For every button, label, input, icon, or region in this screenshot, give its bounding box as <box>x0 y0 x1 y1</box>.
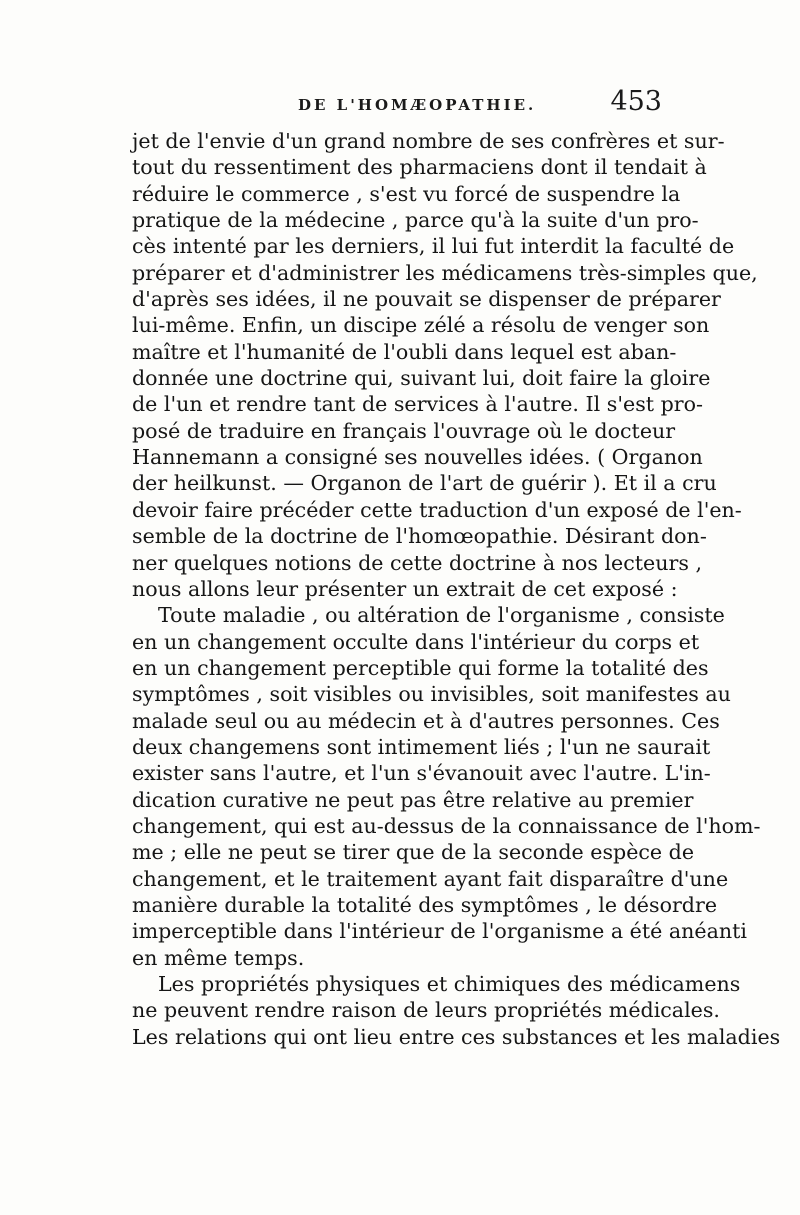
text-line: devoir faire précéder cette traduction d'un exposé de l'en- <box>132 497 742 522</box>
text-line: ner quelques notions de cette doctrine à nos lecteurs , <box>132 550 702 575</box>
text-line: cès intenté par les derniers, il lui fut interdit la faculté de <box>132 234 735 259</box>
text-line: posé de traduire en français l'ouvrage où le docteur <box>132 418 676 443</box>
body-text <box>132 128 781 1050</box>
text-line: changement, et le traitement ayant fait disparaître d'une <box>132 866 729 891</box>
text-line: préparer et d'administrer les médicamens très-simples que, <box>132 260 758 285</box>
text-line: nous allons leur présenter un extrait de cet exposé : <box>132 576 678 601</box>
text-line: der heilkunst. — Organon de l'art de guérir ). Et il a cru <box>132 471 717 496</box>
text-line: jet de l'envie d'un grand nombre de ses confrères et sur- <box>132 129 725 153</box>
running-head: DE L'HOMÆOPATHIE. <box>298 96 537 114</box>
text-line: ne peuvent rendre raison de leurs propriétés médicales. <box>132 998 720 1023</box>
page-number: 453 <box>610 86 662 117</box>
text-line: malade seul ou au médecin et à d'autres personnes. Ces <box>132 708 720 733</box>
text-line: d'après ses idées, il ne pouvait se dispenser de préparer <box>132 287 721 312</box>
text-line: réduire le commerce , s'est vu forcé de suspendre la <box>132 181 681 206</box>
text-line: maître et l'humanité de l'oubli dans lequel est aban- <box>132 339 677 364</box>
text-line: imperceptible dans l'intérieur de l'organisme a été anéanti <box>132 919 747 944</box>
text-line: me ; elle ne peut se tirer que de la seconde espèce de <box>132 840 695 865</box>
text-line: exister sans l'autre, et l'un s'évanouit avec l'autre. L'in- <box>132 761 711 786</box>
text-line: en un changement occulte dans l'intérieur du corps et <box>132 629 700 654</box>
text-line: donnée une doctrine qui, suivant lui, doit faire la gloire <box>132 366 711 391</box>
text-line: Les propriétés physiques et chimiques des médicamens <box>158 972 741 996</box>
text-line: manière durable la totalité des symptômes , le désordre <box>132 892 718 917</box>
text-line: lui-même. Enfin, un discipe zélé a résolu de venger son <box>132 313 710 338</box>
text-line: deux changemens sont intimement liés ; l'un ne saurait <box>132 734 711 759</box>
page-header <box>132 86 662 126</box>
text-line: pratique de la médecine , parce qu'à la suite d'un pro- <box>132 208 699 233</box>
text-line: symptômes , soit visibles ou invisibles, soit manifestes au <box>132 682 731 707</box>
text-line: tout du ressentiment des pharmaciens dont il tendait à <box>132 155 707 180</box>
text-line: changement, qui est au-dessus de la connaissance de l'hom- <box>132 813 761 838</box>
text-line: semble de la doctrine de l'homœopathie. Désirant don- <box>132 524 707 549</box>
text-line: Toute maladie , ou altération de l'organisme , consiste <box>158 603 725 628</box>
text-line: en même temps. <box>132 945 305 970</box>
text-line: Les relations qui ont lieu entre ces substances et les maladies <box>132 1024 781 1049</box>
text-line: dication curative ne peut pas être relative au premier <box>132 787 694 812</box>
text-line: en un changement perceptible qui forme la totalité des <box>132 655 709 680</box>
text-line: de l'un et rendre tant de services à l'autre. Il s'est pro- <box>132 392 703 417</box>
text-line: Hannemann a consigné ses nouvelles idées. ( Organon <box>132 445 703 470</box>
